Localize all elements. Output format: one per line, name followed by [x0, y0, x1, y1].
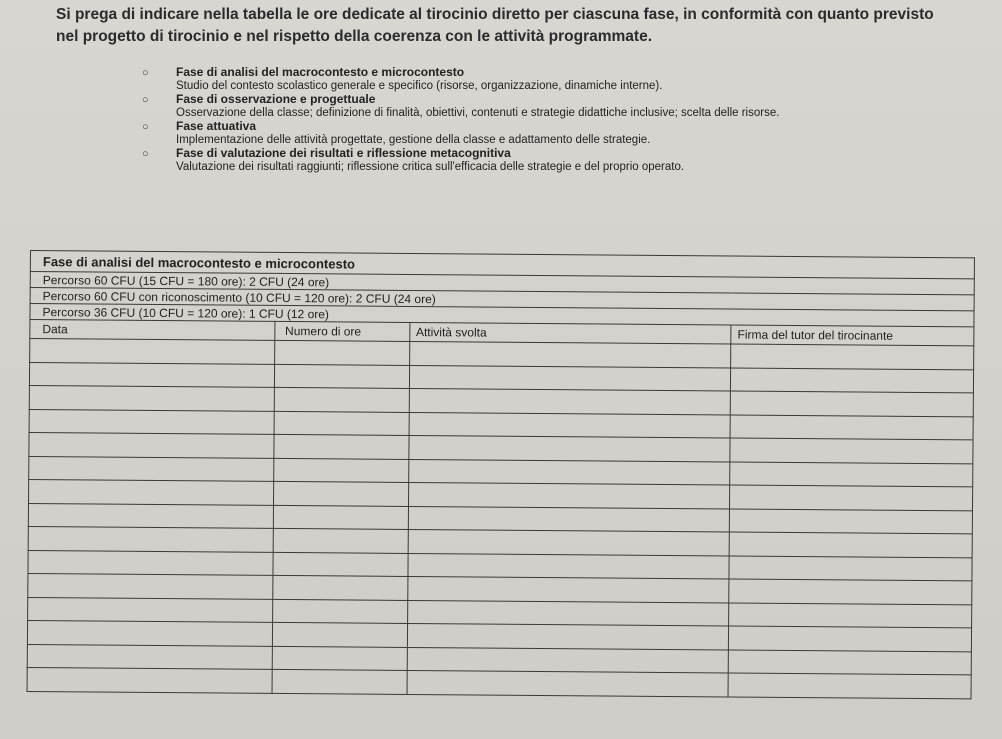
activity-cell[interactable]	[407, 600, 729, 626]
hours-table	[27, 250, 975, 699]
header-firma-tutor: Firma del tutor del tirocinante	[731, 325, 974, 346]
phase-title: Fase di valutazione dei risultati e riflessione metacognitiva	[176, 146, 511, 160]
activity-cell[interactable]	[408, 459, 730, 485]
bullet-icon: ○	[142, 67, 149, 79]
phase-item	[140, 66, 970, 93]
date-cell[interactable]	[29, 432, 274, 457]
phase-description: Valutazione dei risultati raggiunti; riflessione critica sull'efficacia delle strategie e del proprio operato.	[176, 161, 685, 173]
date-cell[interactable]	[28, 550, 273, 575]
header-numero-ore: Numero di ore	[275, 321, 410, 341]
phase-description: Osservazione della classe; definizione di finalità, obiettivi, contenuti e strategie didattiche inclusive; scelta delle risorse.	[176, 107, 780, 119]
signature-cell[interactable]	[730, 415, 973, 440]
activity-cell[interactable]	[408, 506, 730, 532]
header-attivita: Attività svolta	[409, 322, 731, 344]
percorso-60-cfu: Percorso 60 CFU (15 CFU = 180 ore): 2 CFU (24 ore)	[30, 272, 974, 295]
activity-cell[interactable]	[407, 647, 729, 673]
hours-cell[interactable]	[272, 622, 407, 647]
percorso-36-cfu: Percorso 36 CFU (10 CFU = 120 ore): 1 CFU (12 ore)	[30, 304, 974, 327]
date-cell[interactable]	[28, 503, 273, 528]
hours-cell[interactable]	[272, 599, 407, 624]
activity-cell[interactable]	[408, 529, 730, 555]
signature-cell[interactable]	[729, 579, 972, 604]
hours-cell[interactable]	[274, 411, 409, 436]
signature-cell[interactable]	[730, 462, 973, 487]
activity-cell[interactable]	[408, 435, 730, 461]
phase-title: Fase attuativa	[176, 119, 257, 133]
bullet-icon: ○	[142, 121, 149, 133]
date-cell[interactable]	[28, 597, 273, 622]
hours-table-container	[26, 250, 975, 717]
phase-title: Fase di analisi del macrocontesto e microcontesto	[176, 65, 465, 79]
hours-cell[interactable]	[272, 575, 407, 600]
phase-item	[140, 147, 970, 174]
phase-description: Implementazione delle attività progettate, gestione della classe e adattamento delle strategie.	[176, 134, 651, 146]
signature-cell[interactable]	[729, 603, 972, 628]
date-cell[interactable]	[30, 339, 275, 364]
phase-description: Studio del contesto scolastico generale e specifico (risorse, organizzazione, dinamiche interne).	[176, 80, 663, 92]
hours-cell[interactable]	[273, 505, 408, 530]
bullet-icon: ○	[142, 148, 149, 160]
instructions-text: Si prega di indicare nella tabella le ore dedicate al tirocinio diretto per ciascuna fase, in conformità con quanto previsto nel progetto di tirocinio e nel rispetto della coerenza con le attività programmate.	[56, 6, 934, 45]
date-cell[interactable]	[29, 409, 274, 434]
phase-title: Fase di osservazione e progettuale	[176, 92, 376, 106]
signature-cell[interactable]	[729, 556, 972, 581]
hours-cell[interactable]	[273, 458, 408, 483]
signature-cell[interactable]	[730, 391, 973, 416]
phase-list	[140, 66, 970, 174]
activity-cell[interactable]	[409, 341, 731, 367]
signature-cell[interactable]	[731, 368, 974, 393]
signature-cell[interactable]	[728, 649, 971, 674]
hours-cell[interactable]	[274, 340, 409, 365]
activity-cell[interactable]	[407, 670, 729, 696]
activity-cell[interactable]	[409, 412, 731, 438]
date-cell[interactable]	[29, 385, 274, 410]
signature-cell[interactable]	[730, 509, 973, 534]
hours-cell[interactable]	[273, 528, 408, 553]
activity-cell[interactable]	[408, 482, 730, 508]
phase-item	[140, 120, 970, 147]
date-cell[interactable]	[28, 526, 273, 551]
hours-cell[interactable]	[274, 387, 409, 412]
signature-cell[interactable]	[729, 532, 972, 557]
header-data: Data	[30, 320, 275, 341]
signature-cell[interactable]	[729, 626, 972, 651]
percorso-60-cfu-riconoscimento: Percorso 60 CFU con riconoscimento (10 CFU = 120 ore): 2 CFU (24 ore)	[30, 288, 974, 311]
signature-cell[interactable]	[730, 485, 973, 510]
hours-cell[interactable]	[273, 552, 408, 577]
hours-cell[interactable]	[272, 669, 407, 694]
activity-cell[interactable]	[409, 388, 731, 414]
date-cell[interactable]	[28, 573, 273, 598]
date-cell[interactable]	[27, 667, 272, 692]
signature-cell[interactable]	[731, 344, 974, 369]
date-cell[interactable]	[27, 620, 272, 645]
table-title: Fase di analisi del macrocontesto e microcontesto	[30, 251, 974, 279]
bullet-icon: ○	[142, 94, 149, 106]
activity-cell[interactable]	[409, 365, 731, 391]
hours-cell[interactable]	[274, 364, 409, 389]
date-cell[interactable]	[29, 456, 274, 481]
activity-cell[interactable]	[407, 623, 729, 649]
activity-cell[interactable]	[408, 553, 730, 579]
signature-cell[interactable]	[730, 438, 973, 463]
activity-cell[interactable]	[407, 576, 729, 602]
date-cell[interactable]	[27, 644, 272, 669]
date-cell[interactable]	[29, 362, 274, 387]
hours-cell[interactable]	[273, 481, 408, 506]
hours-cell[interactable]	[272, 646, 407, 671]
date-cell[interactable]	[29, 479, 274, 504]
hours-cell[interactable]	[274, 434, 409, 459]
phase-item	[140, 93, 970, 120]
signature-cell[interactable]	[728, 673, 971, 698]
